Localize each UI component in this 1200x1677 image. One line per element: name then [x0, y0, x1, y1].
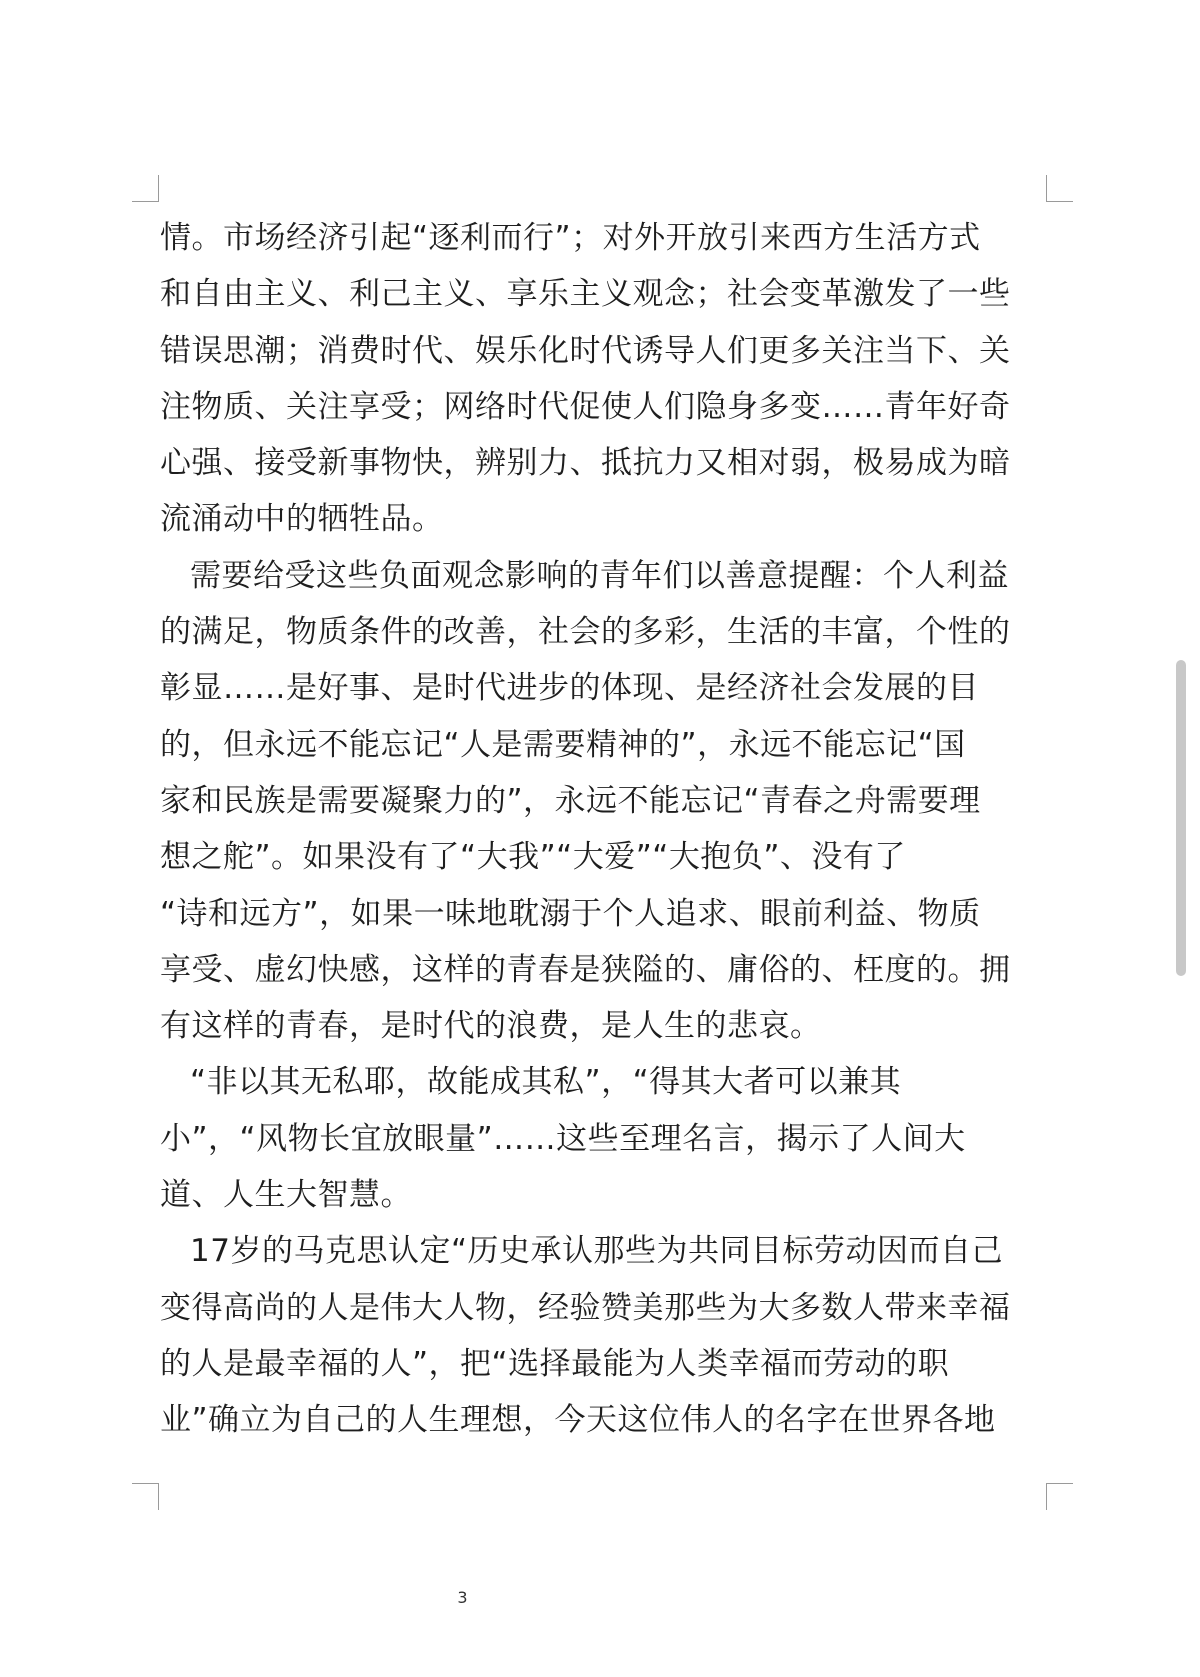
text-line: 和自由主义、利己主义、享乐主义观念；社会变革激发了一些	[160, 276, 1011, 313]
text-line: 道、人生大智慧。	[160, 1177, 412, 1214]
text-line: 小”，“风物长宜放眼量”……这些至理名言，揭示了人间大	[160, 1120, 966, 1157]
text-line: 想之舵”。如果没有了“大我”“大爱”“大抱负”、没有了	[160, 839, 906, 876]
text-line: 错误思潮；消费时代、娱乐化时代诱导人们更多关注当下、关	[160, 332, 1011, 369]
text-line: 流涌动中的牺牲品。	[160, 501, 444, 538]
scrollbar-thumb[interactable]	[1176, 660, 1186, 976]
crop-mark-bottom-right	[1046, 1483, 1073, 1510]
text-line: 变得高尚的人是伟大人物，经验赞美那些为大多数人带来幸福	[160, 1289, 1011, 1326]
text-line: 有这样的青春，是时代的浪费，是人生的悲哀。	[160, 1008, 822, 1045]
text-line: 享受、虚幻快感，这样的青春是狭隘的、庸俗的、枉度的。拥	[160, 951, 1011, 988]
crop-mark-top-left	[132, 175, 159, 202]
text-line: 的人是最幸福的人”，把“选择最能为人类幸福而劳动的职	[160, 1345, 950, 1382]
text-line: 的，但永远不能忘记“人是需要精神的”，永远不能忘记“国	[160, 726, 966, 763]
text-line: 情。市场经济引起“逐利而行”；对外开放引来西方生活方式	[160, 220, 981, 256]
crop-mark-top-right	[1046, 175, 1073, 202]
text-line: 心强、接受新事物快，辨别力、抵抗力又相对弱，极易成为暗	[160, 445, 1011, 482]
text-line: 家和民族是需要凝聚力的”，永远不能忘记“青春之舟需要理	[160, 782, 981, 819]
text-line: 注物质、关注享受；网络时代促使人们隐身多变……青年好奇	[160, 388, 1011, 425]
crop-mark-bottom-left	[132, 1483, 159, 1510]
text-line: 的满足，物质条件的改善，社会的多彩，生活的丰富，个性的	[160, 614, 1011, 651]
text-line: 彰显……是好事、是时代进步的体现、是经济社会发展的目	[160, 670, 979, 707]
text-line: “诗和远方”，如果一味地耽溺于个人追求、眼前利益、物质	[160, 895, 981, 932]
text-line: 需要给受这些负面观念影响的青年们以善意提醒：个人利益	[190, 557, 1009, 594]
text-line: 17岁的马克思认定“历史承认那些为共同目标劳动因而自己	[190, 1233, 1004, 1270]
body-text	[160, 210, 1040, 1449]
text-line: 业”确立为自己的人生理想，今天这位伟人的名字在世界各地	[160, 1402, 996, 1439]
page-number: 3	[457, 1588, 468, 1607]
text-line: “非以其无私耶，故能成其私”，“得其大者可以兼其	[190, 1064, 902, 1101]
